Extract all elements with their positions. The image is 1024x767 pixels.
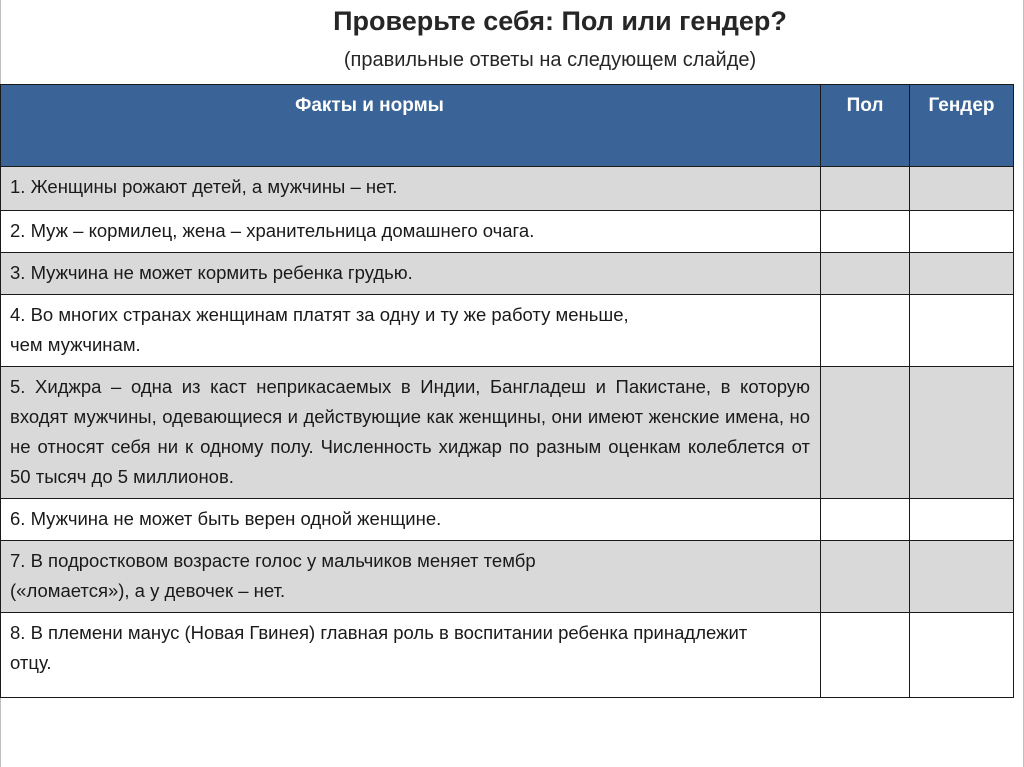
gender-answer-cell[interactable] bbox=[910, 541, 1014, 613]
fact-cell: 1. Женщины рожают детей, а мужчины – нет. bbox=[1, 167, 821, 211]
pol-answer-cell[interactable] bbox=[821, 253, 910, 295]
pol-answer-cell[interactable] bbox=[821, 541, 910, 613]
table-header-row bbox=[1, 85, 1014, 167]
table-row bbox=[1, 499, 1014, 541]
gender-answer-cell[interactable] bbox=[910, 613, 1014, 698]
page-title: Проверьте себя: Пол или гендер? bbox=[333, 6, 787, 36]
column-header-gender: Гендер bbox=[910, 85, 1014, 167]
pol-answer-cell[interactable] bbox=[821, 613, 910, 698]
page-subtitle: (правильные ответы на следующем слайде) bbox=[343, 49, 757, 71]
pol-answer-cell[interactable] bbox=[821, 499, 910, 541]
fact-cell: 2. Муж – кормилец, жена – хранительница домашнего очага. bbox=[1, 211, 821, 253]
table-row bbox=[1, 295, 1014, 367]
pol-answer-cell[interactable] bbox=[821, 167, 910, 211]
table-row bbox=[1, 541, 1014, 613]
table-row bbox=[1, 613, 1014, 698]
gender-answer-cell[interactable] bbox=[910, 211, 1014, 253]
column-header-facts: Факты и нормы bbox=[1, 85, 821, 167]
fact-cell: 3. Мужчина не может кормить ребенка грудью. bbox=[1, 253, 821, 295]
table-row bbox=[1, 211, 1014, 253]
gender-answer-cell[interactable] bbox=[910, 253, 1014, 295]
pol-answer-cell[interactable] bbox=[821, 211, 910, 253]
facts-table bbox=[0, 84, 1014, 698]
fact-cell: 7. В подростковом возрасте голос у мальчиков меняет тембр («ломается»), а у девочек – нет. bbox=[1, 541, 821, 613]
table-row bbox=[1, 167, 1014, 211]
table-row bbox=[1, 253, 1014, 295]
fact-cell: 5. Хиджра – одна из каст неприкасаемых в Индии, Бангладеш и Пакистане, в которую входят мужчины, одевающиеся и действующие как женщины, они имеют женские имена, но не относят себя ни к одному полу. Численность хиджар по разным оценкам колеблется от 50 тысяч до 5 миллионов. bbox=[1, 367, 821, 499]
column-header-pol: Пол bbox=[821, 85, 910, 167]
gender-answer-cell[interactable] bbox=[910, 295, 1014, 367]
pol-answer-cell[interactable] bbox=[821, 367, 910, 499]
gender-answer-cell[interactable] bbox=[910, 367, 1014, 499]
table-row bbox=[1, 367, 1014, 499]
gender-answer-cell[interactable] bbox=[910, 499, 1014, 541]
fact-cell: 6. Мужчина не может быть верен одной женщине. bbox=[1, 499, 821, 541]
gender-answer-cell[interactable] bbox=[910, 167, 1014, 211]
fact-cell: 8. В племени манус (Новая Гвинея) главная роль в воспитании ребенка принадлежит отцу. bbox=[1, 613, 821, 698]
fact-cell: 4. Во многих странах женщинам платят за одну и ту же работу меньше, чем мужчинам. bbox=[1, 295, 821, 367]
pol-answer-cell[interactable] bbox=[821, 295, 910, 367]
